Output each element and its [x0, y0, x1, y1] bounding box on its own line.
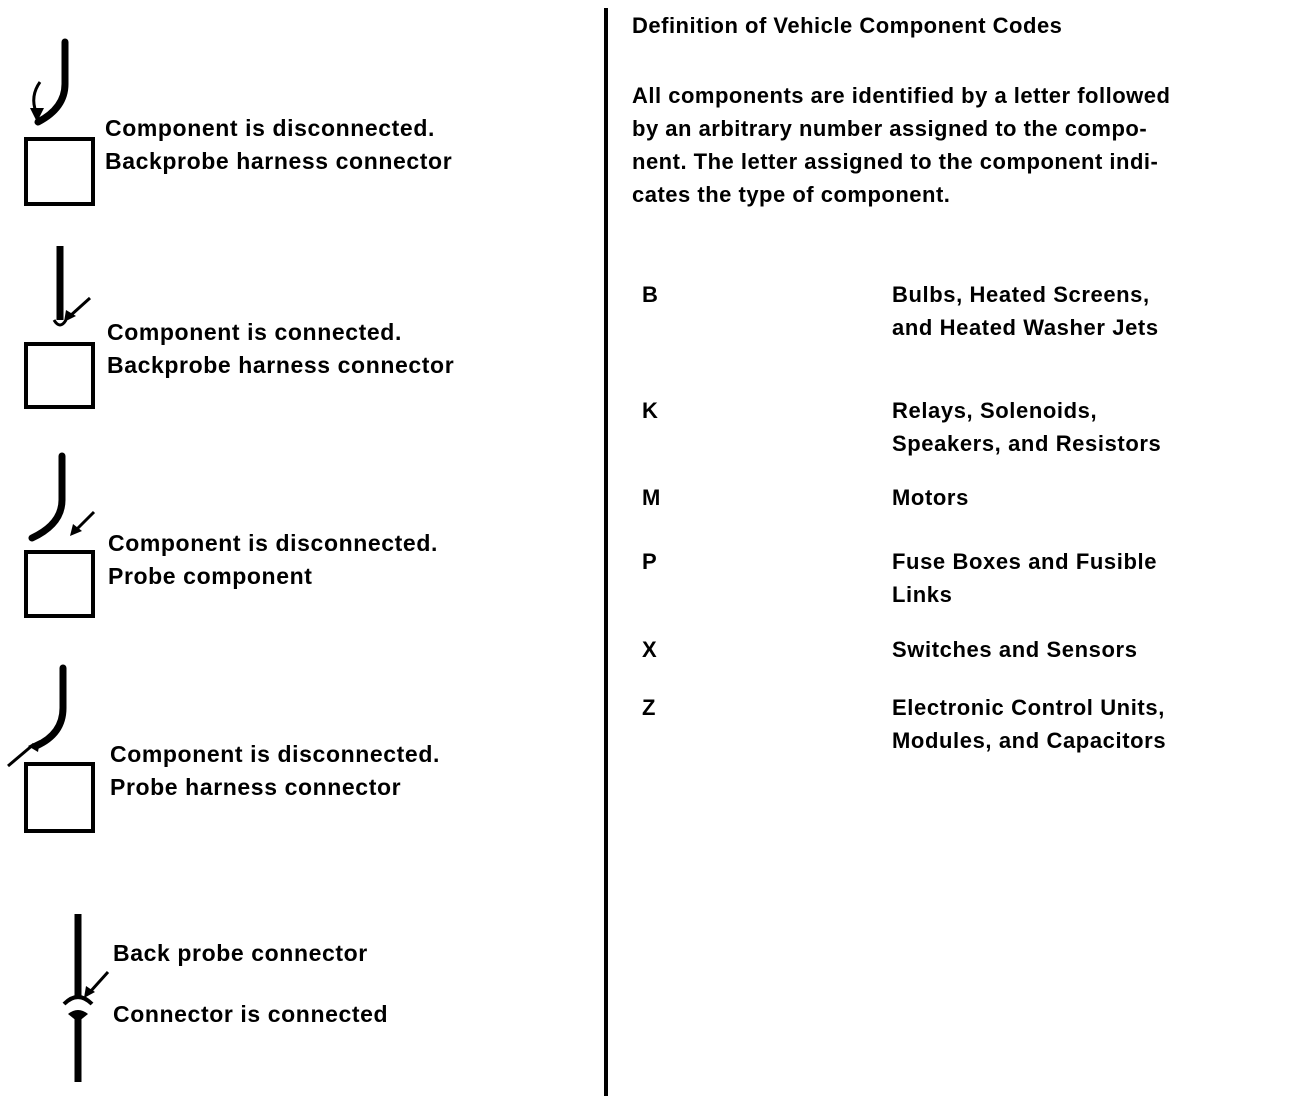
connector-connected-label: Connector is connected — [113, 1001, 389, 1027]
legend-item-3-line2: Probe component — [108, 563, 313, 589]
code-description — [892, 394, 1161, 460]
legend-item-2-line2: Backprobe harness connector — [107, 352, 455, 378]
legend-item-1-line2: Backprobe harness connector — [105, 148, 453, 174]
definitions-intro — [632, 79, 1304, 211]
legend-item-2-line1: Component is connected. — [107, 319, 402, 345]
column-divider — [604, 8, 608, 1096]
connector-back-probe-label: Back probe connector — [113, 940, 368, 966]
code-letter: M — [642, 485, 661, 510]
connector-caption-line2 — [113, 998, 388, 1031]
code-description — [892, 691, 1166, 757]
legend-item-4-caption — [110, 738, 440, 804]
legend-item-2-caption — [107, 316, 454, 382]
code-description-line: Relays, Solenoids, — [892, 398, 1098, 423]
code-description-line: Fuse Boxes and Fusible — [892, 549, 1158, 574]
code-description — [892, 481, 969, 514]
legend-item-4-line1: Component is disconnected. — [110, 741, 440, 767]
code-description-line: Motors — [892, 485, 969, 510]
legend-item-1-line1: Component is disconnected. — [105, 115, 435, 141]
code-description-line: Speakers, and Resistors — [892, 431, 1162, 456]
intro-line: nent. The letter assigned to the component indi- — [632, 149, 1159, 174]
code-description-line: Switches and Sensors — [892, 637, 1138, 662]
code-letter: P — [642, 549, 658, 574]
probe-harness-connector-icon — [0, 664, 110, 836]
code-letter: K — [642, 398, 659, 423]
definitions-title: Definition of Vehicle Component Codes — [632, 13, 1063, 38]
code-description-line: Bulbs, Heated Screens, — [892, 282, 1150, 307]
intro-line: All components are identified by a letter followed — [632, 83, 1171, 108]
code-description — [892, 545, 1157, 611]
code-description-line: and Heated Washer Jets — [892, 315, 1159, 340]
connector-caption-line1 — [113, 937, 368, 970]
code-description-line: Electronic Control Units, — [892, 695, 1165, 720]
backprobe-connected-icon — [0, 240, 110, 412]
intro-line: by an arbitrary number assigned to the compo- — [632, 116, 1148, 141]
legend-item-3-line1: Component is disconnected. — [108, 530, 438, 556]
legend-item-1-caption — [105, 112, 452, 178]
code-letter: Z — [642, 695, 657, 720]
code-letter: X — [642, 637, 658, 662]
code-description-line: Modules, and Capacitors — [892, 728, 1167, 753]
legend-item-3-caption — [108, 527, 438, 593]
legend-item-4-line2: Probe harness connector — [110, 774, 402, 800]
code-description-line: Links — [892, 582, 953, 607]
code-description — [892, 278, 1159, 344]
code-description — [892, 633, 1138, 666]
code-letter: B — [642, 282, 659, 307]
back-probe-connector-icon — [0, 910, 130, 1086]
probe-component-icon — [0, 452, 110, 624]
backprobe-disconnected-icon — [0, 38, 110, 210]
intro-line: cates the type of component. — [632, 182, 951, 207]
